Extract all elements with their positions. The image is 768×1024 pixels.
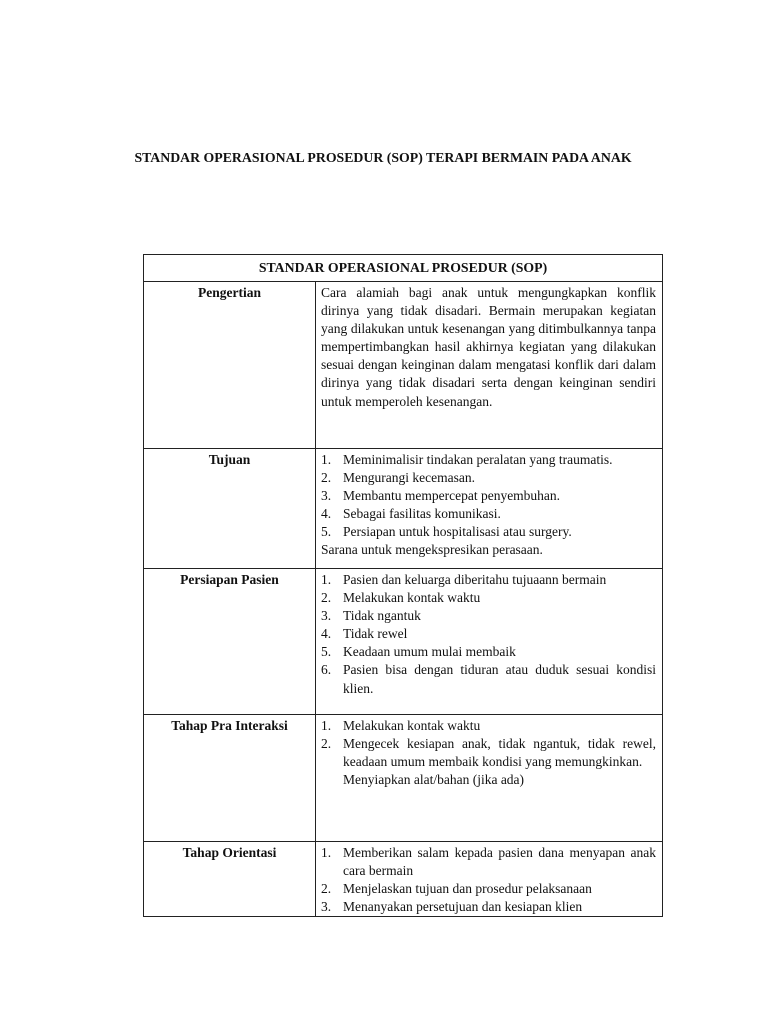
table-header-row bbox=[144, 255, 663, 282]
list-item: 2. Melakukan kontak waktu bbox=[321, 590, 481, 606]
tujuan-list bbox=[321, 451, 656, 541]
list-item: 5. Persiapan untuk hospitalisasi atau surgery. bbox=[321, 524, 572, 540]
list-item: 4. Tidak rewel bbox=[321, 626, 408, 642]
orientasi-list bbox=[321, 844, 656, 916]
sop-table bbox=[143, 254, 663, 917]
list-item: 2. Mengurangi kecemasan. bbox=[321, 470, 475, 486]
row-label: Tahap Orientasi bbox=[144, 842, 316, 917]
list-item: 1. Meminimalisir tindakan peralatan yang traumatis. bbox=[321, 452, 613, 467]
pengertian-text: Cara alamiah bagi anak untuk mengungkapkan konflik dirinya yang tidak disadari. Bermain merupakan kegiatan yang dilakukan untuk kesenangan yang ditimbulkannya tanpa mempertimbangkan hasil akhirnya kegiatan yang dilakukan sesuai dengan keinginan dalam mengatasi konflik dari dalam dirinya yang tidak disadari serta dengan keinginan sendiri untuk memperoleh kesenangan. bbox=[321, 285, 656, 409]
row-label: Tahap Pra Interaksi bbox=[144, 715, 316, 842]
table-header: STANDAR OPERASIONAL PROSEDUR (SOP) bbox=[144, 255, 663, 282]
row-content bbox=[316, 449, 663, 569]
row-content bbox=[316, 569, 663, 715]
row-tahap-pra-interaksi bbox=[144, 715, 663, 842]
row-label: Persiapan Pasien bbox=[144, 569, 316, 715]
list-item: 3. Membantu mempercepat penyembuhan. bbox=[321, 488, 561, 504]
row-content bbox=[316, 842, 663, 917]
row-persiapan-pasien bbox=[144, 569, 663, 715]
row-content bbox=[316, 715, 663, 842]
row-label: Tujuan bbox=[144, 449, 316, 569]
list-item: 5. Keadaan umum mulai membaik bbox=[321, 644, 516, 660]
list-item: 2. Mengecek kesiapan anak, tidak ngantuk, tidak rewel, keadaan umum membaik kondisi yang memungkinkan. bbox=[321, 736, 656, 770]
persiapan-pasien-list bbox=[321, 571, 656, 698]
row-tahap-orientasi bbox=[144, 842, 663, 917]
tujuan-trailing-text: Sarana untuk mengekspresikan perasaan. bbox=[321, 542, 543, 558]
row-label: Pengertian bbox=[144, 282, 316, 449]
row-tujuan bbox=[144, 449, 663, 569]
pra-interaksi-extra: Menyiapkan alat/bahan (jika ada) bbox=[343, 772, 525, 788]
row-content bbox=[316, 282, 663, 449]
list-item: 3. Tidak ngantuk bbox=[321, 608, 421, 624]
list-item: 6. Pasien bisa dengan tiduran atau duduk sesuai kondisi klien. bbox=[321, 662, 656, 696]
document-title: STANDAR OPERASIONAL PROSEDUR (SOP) TERAPI BERMAIN PADA ANAK bbox=[134, 150, 632, 165]
list-item: 1. Melakukan kontak waktu bbox=[321, 718, 481, 733]
list-item: 4. Sebagai fasilitas komunikasi. bbox=[321, 506, 501, 522]
list-item: 1. Memberikan salam kepada pasien dana menyapan anak cara bermain bbox=[321, 845, 656, 879]
row-pengertian bbox=[144, 282, 663, 449]
list-item: 2. Menjelaskan tujuan dan prosedur pelaksanaan bbox=[321, 881, 592, 897]
list-item: 1. Pasien dan keluarga diberitahu tujuaann bermain bbox=[321, 572, 607, 587]
list-item: 3. Menanyakan persetujuan dan kesiapan klien bbox=[321, 899, 583, 915]
pra-interaksi-list bbox=[321, 717, 656, 771]
